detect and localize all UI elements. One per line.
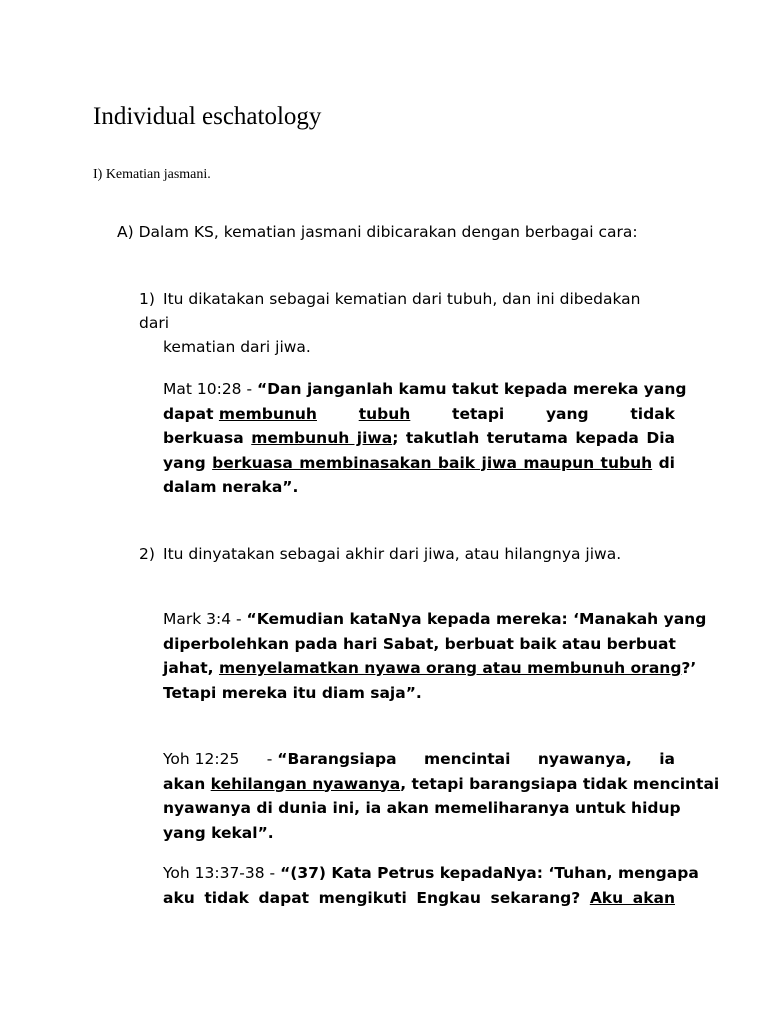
verse-text: Tetapi mereka itu diam saja”.	[163, 683, 422, 702]
underlined-text: menyelamatkan nyawa orang atau membunuh orang	[218, 659, 682, 677]
verse-text: di	[652, 453, 675, 472]
verse-reference	[163, 747, 239, 772]
item-text-line-1: Itu dinyatakan sebagai akhir dari jiwa, atau hilangnya jiwa.	[163, 545, 622, 563]
underlined-text: Aku akan	[589, 888, 675, 907]
verse-mat-10-28	[163, 377, 687, 500]
verse-text: jahat,	[163, 659, 219, 677]
verse-text: dapat	[163, 404, 219, 423]
item-number: 1)	[139, 290, 155, 308]
verse-text: akan	[163, 774, 211, 793]
list-item-2	[139, 542, 675, 566]
verse-text: “Kemudian kataNya kepada mereka: ‘Manakah yang	[246, 610, 707, 628]
list-item-1	[139, 287, 675, 359]
underlined-text: kehilangan nyawanya	[210, 774, 401, 793]
underlined-text: membunuh	[218, 404, 317, 423]
verse-text: tetapi	[452, 404, 505, 423]
verse-text: yang	[163, 453, 213, 472]
verse-text: diperbolehkan pada hari Sabat, berbuat baik atau berbuat	[163, 634, 676, 653]
verse-text: berkuasa	[163, 429, 252, 447]
subheading-a: A) Dalam KS, kematian jasmani dibicarakan dengan berbagai cara:	[117, 223, 638, 241]
verse-text: ; takutlah terutama kepada Dia	[392, 429, 675, 447]
verse-text: dalam neraka”.	[163, 478, 299, 496]
verse-text: mencintai	[424, 750, 511, 768]
underlined-text: membunuh jiwa	[251, 429, 393, 447]
verse-text: nyawanya di dunia ini, ia akan memeliharanya untuk hidup	[163, 799, 681, 817]
verse-text: “Dan janganlah kamu takut kepada mereka yang	[257, 380, 687, 398]
verse-text: ia	[659, 750, 675, 768]
verse-reference: Mat 10:28 -	[163, 380, 257, 398]
underlined-text: berkuasa membinasakan baik jiwa maupun tubuh	[212, 453, 653, 472]
verse-text: yang	[545, 404, 589, 423]
verse-reference: Yoh 13:37-38 -	[163, 864, 281, 882]
verse-text: ?’	[681, 659, 697, 677]
verse-text: “(37) Kata Petrus kepadaNya: ‘Tuhan, mengapa	[280, 864, 699, 882]
verse-text: “Barangsiapa	[277, 750, 397, 768]
verse-text: tidak	[630, 404, 675, 423]
verse-text: nyawanya,	[537, 750, 632, 768]
reference-dash: -	[266, 750, 278, 768]
item-number: 2)	[139, 545, 155, 563]
verse-mark-3-4	[163, 607, 707, 705]
item-text-line-2: kematian dari jiwa.	[163, 338, 311, 356]
verse-yoh-13-37-38	[163, 861, 699, 910]
verse-text: yang kekal”.	[163, 823, 274, 842]
item-text-line-1: Itu dikatakan sebagai kematian dari tubuh, dan ini dibedakan dari	[139, 290, 641, 332]
underlined-text: tubuh	[358, 404, 411, 423]
verse-text: aku tidak dapat mengikuti Engkau sekarang?	[163, 888, 590, 907]
document-title: Individual eschatology	[93, 103, 322, 130]
reference-text: Yoh 12:25	[163, 750, 240, 768]
section-heading: I) Kematian jasmani.	[93, 167, 211, 182]
verse-yoh-12-25	[163, 747, 720, 845]
verse-reference: Mark 3:4 -	[163, 610, 247, 628]
verse-text: , tetapi barangsiapa tidak mencintai	[400, 774, 720, 793]
